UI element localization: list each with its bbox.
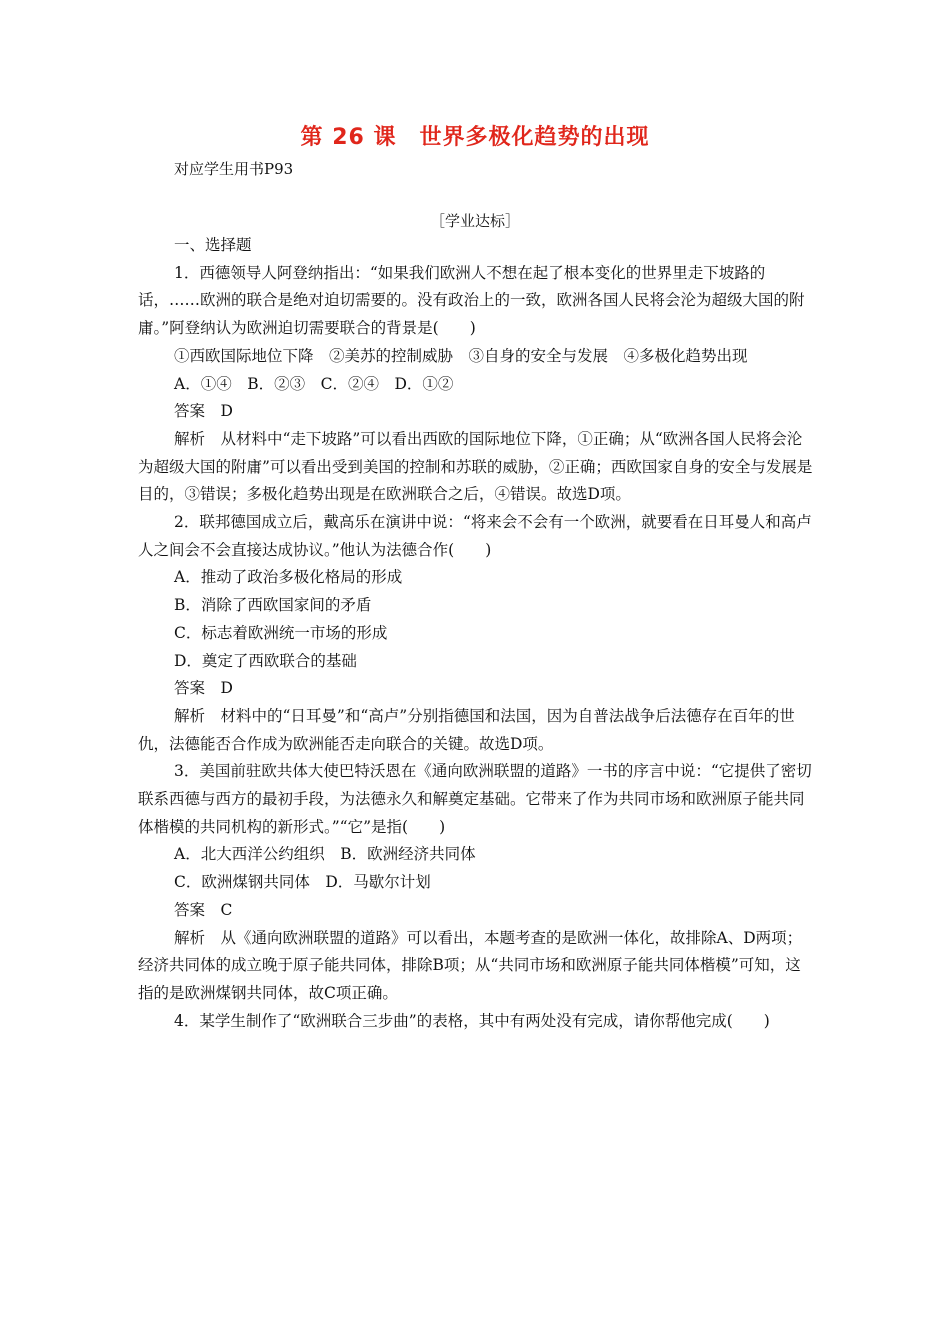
question-2-option-b: B．消除了西欧国家间的矛盾 (174, 596, 372, 615)
textbook-page-reference: 对应学生用书P93 (174, 160, 294, 178)
question-1-stem: 1．西德领导人阿登纳指出：“如果我们欧洲人不想在起了根本变化的世界里走下坡路的话，……欧洲的联合是绝对迫切需要的。没有政治上的一致，欧洲各国人民将会沦为超级大国的附庸。”阿登纳认为欧洲迫切需要联合的背景是( ) (138, 263, 805, 338)
part-heading: 一、选择题 (174, 236, 252, 254)
questions-body (138, 232, 814, 1035)
question-1-answer: 答案 D (174, 402, 233, 421)
question-3-answer: 答案 C (174, 900, 233, 919)
question-2-option-c: C．标志着欧洲统一市场的形成 (174, 623, 388, 642)
question-1-analysis: 解析 从材料中“走下坡路”可以看出西欧的国际地位下降，①正确；从“欧洲各国人民将会沦为超级大国的附庸”可以看出受到美国的控制和苏联的威胁，②正确；西欧国家自身的安全与发展是目的，③错误；多极化趋势出现是在欧洲联合之后，④错误。故选D项。 (138, 429, 813, 504)
question-1-options: A．①④ B．②③ C．②④ D．①② (174, 374, 454, 393)
question-3-stem: 3．美国前驻欧共体大使巴特沃恩在《通向欧洲联盟的道路》一书的序言中说：“它提供了密切联系西德与西方的最初手段，为法德永久和解奠定基础。它带来了作为共同市场和欧洲原子能共同体楷模的共同机构的新形式。”“它”是指( ) (138, 762, 812, 836)
question-3-options-cd: C．欧洲煤钢共同体 D．马歇尔计划 (174, 873, 431, 892)
section-heading: ［学业达标］ (429, 212, 520, 230)
question-4-stem: 4．某学生制作了“欧洲联合三步曲”的表格，其中有两处没有完成，请你帮他完成( ) (174, 1011, 770, 1030)
question-2-analysis: 解析 材料中的“日耳曼”和“高卢”分别指德国和法国，因为自普法战争后法德存在百年的世仇，法德能否合作成为欧洲能否走向联合的关键。故选D项。 (138, 706, 795, 753)
question-3-analysis: 解析 从《通向欧洲联盟的道路》可以看出，本题考查的是欧洲一体化，故排除A、D两项；经济共同体的成立晚于原子能共同体，排除B项；从“共同市场和欧洲原子能共同体楷模”可知，这指的是欧洲煤钢共同体，故C项正确。 (138, 928, 803, 1002)
question-2-answer: 答案 D (174, 679, 233, 698)
question-2-stem: 2．联邦德国成立后，戴高乐在演讲中说：“将来会不会有一个欧洲，就要看在日耳曼人和高卢人之间会不会直接达成协议。”他认为法德合作( ) (138, 513, 812, 559)
question-2-option-d: D．奠定了西欧联合的基础 (174, 651, 357, 670)
question-2-option-a: A．推动了政治多极化格局的形成 (174, 568, 403, 587)
question-1-items: ①西欧国际地位下降 ②美苏的控制威胁 ③自身的安全与发展 ④多极化趋势出现 (174, 346, 748, 365)
question-3-options-ab: A．北大西洋公约组织 B．欧洲经济共同体 (174, 845, 476, 864)
lesson-title: 第 26 课 世界多极化趋势的出现 (300, 125, 650, 150)
